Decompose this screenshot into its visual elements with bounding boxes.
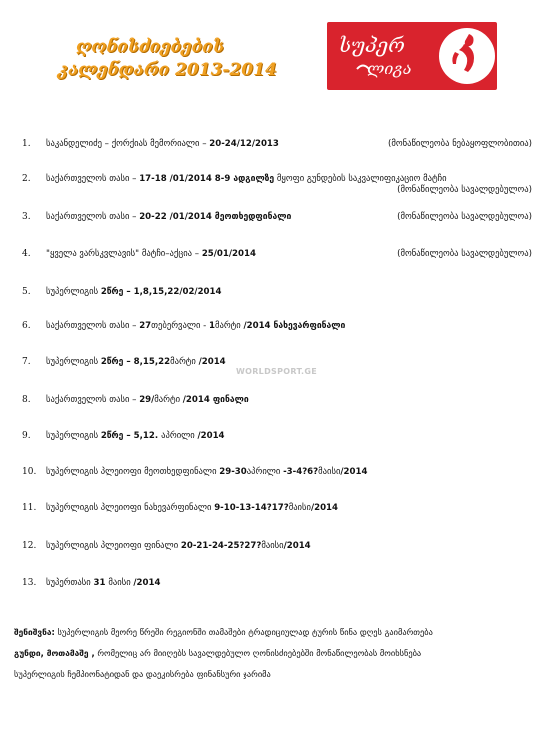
event-plain-text: აპრილი — [161, 431, 198, 441]
event-number: 12. — [22, 541, 37, 551]
event-bold-text: 20-22 /01/2014 მეოთხედფინალი — [139, 212, 292, 222]
event-plain-text: სუპერლიგის პლეიოფი ფინალი — [46, 541, 181, 551]
event-text — [46, 431, 225, 442]
event-number: 3. — [22, 212, 31, 222]
logo-graphic — [327, 22, 497, 90]
event-text — [46, 578, 160, 589]
event-bold-text: /2014 — [197, 431, 225, 441]
event-plain-text: სუპერთასი — [46, 578, 94, 588]
event-text — [46, 395, 249, 406]
event-plain-text: მაისი — [288, 503, 311, 513]
event-bold-text: /2014 ნახევარფინალი — [243, 321, 346, 331]
title-line-1: ღონისძიებების — [76, 37, 224, 57]
event-plain-text: სუპერლიგის — [46, 357, 101, 367]
event-number: 5. — [22, 287, 31, 297]
event-bold-text: /2014 — [198, 357, 226, 367]
event-text — [46, 249, 256, 260]
footnote-label: შენიშვნა: — [14, 627, 55, 637]
event-text — [46, 212, 291, 223]
logo-text-top: სუპერ — [339, 33, 405, 57]
event-bold-text: 27 — [139, 321, 152, 331]
event-plain-text: სუპერლიგის — [46, 431, 101, 441]
event-participation-note: (მონაწილეობა სავალდებულოა) — [397, 212, 532, 222]
event-number: 11. — [22, 503, 37, 513]
event-plain-text: საქართველოს თასი – — [46, 174, 140, 184]
event-participation-note: (მონაწილეობა სავალდებულოა) — [397, 185, 532, 195]
event-text — [46, 139, 279, 150]
event-number: 8. — [22, 395, 31, 405]
event-bold-text: -3-4?6? — [283, 467, 319, 477]
footnote-line-2 — [14, 643, 539, 664]
event-plain-text: თებერვალი - — [151, 321, 209, 331]
event-text — [46, 287, 222, 298]
event-plain-text: მარტი — [214, 321, 244, 331]
event-bold-text: 29-30 — [219, 467, 247, 477]
event-plain-text: მყოფი გუნდების საკვალიფიკაციო მატჩი — [274, 174, 447, 184]
event-number: 1. — [22, 139, 31, 149]
footnote-text-1: სუპერლიგის მეორე წრეში რეგიონში თამაშები ტრადიციულად ტურის წინა დღეს გაიმართება — [54, 627, 433, 637]
event-number: 9. — [22, 431, 31, 441]
event-bold-text: 2წრე – 8,15,22 — [100, 357, 171, 367]
event-plain-text: მარტი — [154, 395, 183, 405]
event-bold-text: 2წრე – 5,12. — [100, 431, 162, 441]
event-plain-text: სუპერლიგის პლეიოფი ნახევარფინალი — [46, 503, 215, 513]
event-participation-note: (მონაწილეობა სავალდებულოა) — [397, 249, 532, 259]
event-bold-text: 9-10-13-14?17? — [214, 503, 289, 513]
super-league-logo — [327, 22, 497, 90]
footnote-line-3: სუპერლიგის ჩემპიონატიდან და დაეკისრება ფინანსური ჯარიმა — [14, 669, 271, 679]
logo-text-bottom: ლიგა — [367, 59, 412, 78]
event-number: 6. — [22, 321, 31, 331]
event-plain-text: აპრილი — [246, 467, 284, 477]
footnote — [14, 622, 539, 685]
event-bold-text: /2014 — [310, 503, 339, 513]
event-plain-text: სუპერლიგის პლეიოფი მეოთხედფინალი — [46, 467, 220, 477]
event-participation-note: (მონაწილეობა ნებაყოფლობითია) — [388, 139, 532, 149]
event-text — [46, 321, 345, 332]
event-bold-text: 25/01/2014 — [201, 249, 256, 259]
event-number: 2. — [22, 174, 31, 184]
event-plain-text: სუპერლიგის — [46, 287, 101, 297]
event-plain-text: საკანდელიძე – ქორქიას მემორიალი – — [46, 139, 210, 149]
footnote-line-1 — [14, 622, 539, 643]
event-number: 4. — [22, 249, 31, 259]
footnote-bold-text: გუნდი, მოთამაშე , — [14, 648, 95, 658]
title-line-2: კალენდარი 2013-2014 — [58, 59, 277, 80]
event-plain-text: საქართველოს თასი – — [46, 212, 140, 222]
event-bold-text: 17-18 /01/2014 8-9 ადგილზე — [139, 174, 275, 184]
event-number: 10. — [22, 467, 37, 477]
footnote-text-2: რომელიც არ მიიღებს სავალდებულო ღონისძიებებში მონაწილეობას მოიხსნება — [94, 648, 422, 658]
event-bold-text: 31 — [93, 578, 109, 588]
event-text — [46, 503, 338, 514]
event-text — [46, 357, 226, 368]
event-bold-text: /2014 — [340, 467, 368, 477]
event-bold-text: 20-21-24-25?27? — [180, 541, 262, 551]
event-bold-text: /2014 — [283, 541, 311, 551]
event-bold-text: /2014 ფინალი — [182, 395, 249, 405]
event-plain-text: მაისი — [318, 467, 341, 477]
event-text — [46, 467, 367, 478]
event-plain-text: მაისი — [108, 578, 134, 588]
event-plain-text: მარტი — [170, 357, 199, 367]
event-plain-text: "ყველა ვარსკვლავის" მატჩი–აქცია – — [46, 249, 202, 259]
event-bold-text: 1 — [208, 321, 215, 331]
event-bold-text: /2014 — [133, 578, 161, 588]
calendar-title — [58, 36, 298, 82]
event-plain-text: საქართველოს თასი – — [46, 395, 140, 405]
event-bold-text: 2წრე – 1,8,15,22/02/2014 — [100, 287, 222, 297]
event-number: 7. — [22, 357, 31, 367]
event-bold-text: 20-24/12/2013 — [209, 139, 279, 149]
watermark: WORLDSPORT.GE — [236, 367, 317, 376]
event-plain-text: მაისი — [261, 541, 284, 551]
event-bold-text: 29/ — [139, 395, 155, 405]
event-text — [46, 174, 447, 185]
event-plain-text: საქართველოს თასი – — [46, 321, 140, 331]
event-text — [46, 541, 311, 552]
event-number: 13. — [22, 578, 37, 588]
